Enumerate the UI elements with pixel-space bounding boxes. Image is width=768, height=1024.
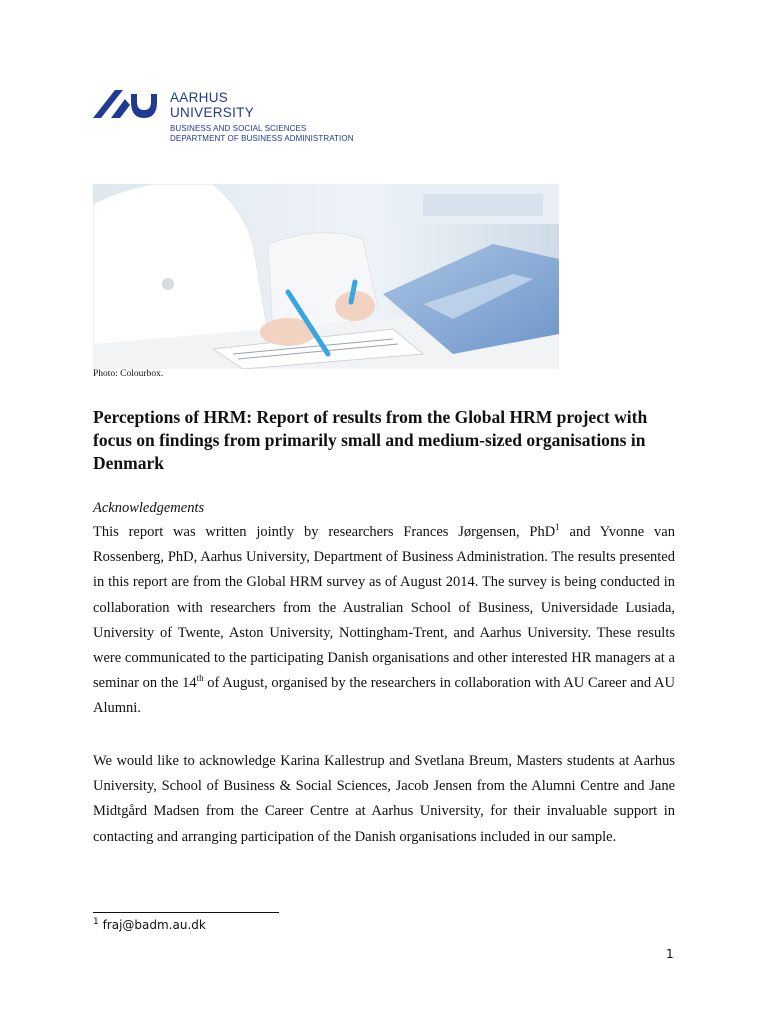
au-logo-icon — [93, 88, 159, 120]
footnote: $^1$ fraj@badm.au.dk — [93, 917, 206, 932]
footnote-divider — [93, 912, 279, 913]
ordinal-suffix: th — [196, 673, 204, 684]
footnote-reference: 1 — [555, 522, 560, 533]
footnote-email[interactable]: fraj@badm.au.dk — [102, 918, 206, 932]
photo-caption: Photo: Colourbox. — [93, 369, 164, 379]
acknowledgements-paragraph-2: We would like to acknowledge Karina Kallestrup and Svetlana Breum, Masters students at Aarhus University, School of Business & Social Sciences, Jacob Jensen from the Alumni Centre and Jane Midtgård Madsen from the Career Centre at Aarhus University, for their invaluable support in contacting and arranging participation of the Danish organisations included in our sample. — [93, 753, 675, 845]
university-name: AARHUS UNIVERSITY — [170, 90, 255, 120]
aarhus-university-logo — [93, 88, 373, 148]
department-name: BUSINESS AND SOCIAL SCIENCES DEPARTMENT OF BUSINESS ADMINISTRATION — [170, 124, 354, 143]
acknowledgements-paragraph-1: This report was written jointly by researchers Frances Jørgensen, PhD$^1$ and Yvonne van Rossenberg, PhD, Aarhus University, Department of Business Administration. The results presented in this report are from the Global HRM survey as of August 2014. The survey is being conducted in collaboration with researchers from the Australian School of Business, Universidade Lusiada, University of Twente, Aston University, Nottingham-Trent, and Aarhus University. These results were communicated to the participating Danish organisations and other interested HR managers at a seminar on the 14th of August, organised by the researchers in collaboration with AU Career and AU Alumni. — [93, 522, 675, 717]
page-number: 1 — [666, 947, 674, 961]
report-title: Perceptions of HRM: Report of results from the Global HRM project with focus on findings from primarily small and medium-sized organisations in Denmark — [93, 407, 648, 473]
acknowledgements-heading: Acknowledgements — [93, 500, 205, 516]
office-photo — [93, 184, 559, 369]
